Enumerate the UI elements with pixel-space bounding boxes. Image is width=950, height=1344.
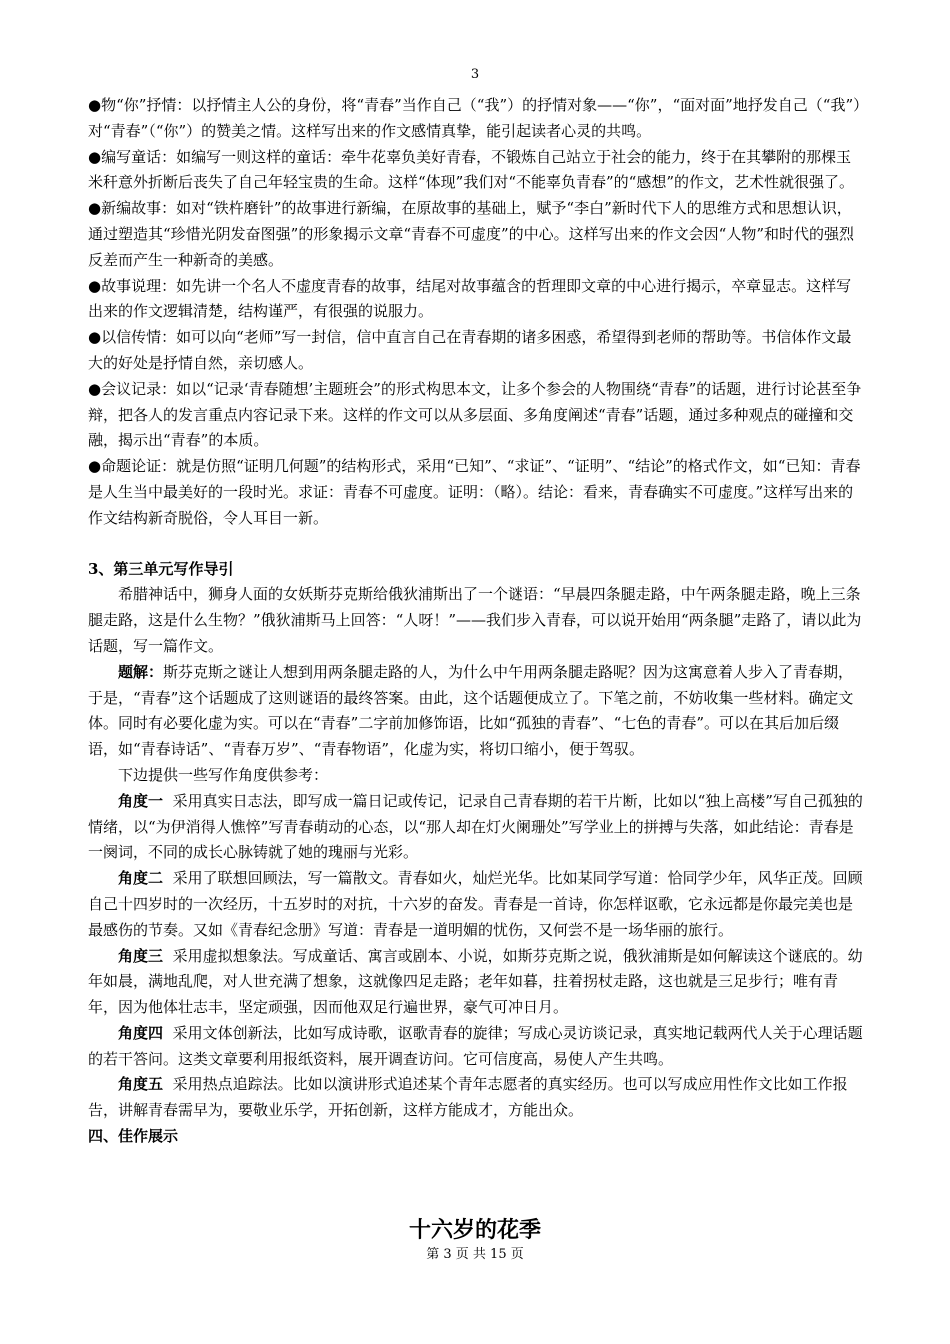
analysis-text: 斯芬克斯之谜让人想到用两条腿走路的人，为什么中午用两条腿走路呢？因为这寓意着人步入了青春期，于是，“青春”这个话题成了这则谜语的最终答案。由此，这个话题便成立了。下笔之前，不妨收集一些材料。确定文体。同时有必要化虚为实。可以在“青春”二字前加修饰语，比如“孤独的青春”、“七色的青春”。可以在其后加后缀语，如“青春诗话”、“青春万岁”、“青春物语”，化虚为实，将切口缩小，便于驾驭。 (88, 662, 854, 759)
bullet-item (88, 454, 866, 531)
bullet-text: 新编故事：如对“铁杵磨针”的故事进行新编，在原故事的基础上，赋予“李白”新时代下人的思维方式和思想认识，通过塑造其“珍惜光阴发奋图强”的形象揭示文章“青春不可虚度”的中心。这样写出来的作文会因“人物”和时代的强烈反差而产生一种新奇的美感。 (88, 199, 855, 269)
bullet-item (88, 145, 866, 197)
page-footer: 第 3 页 共 15 页 (426, 1247, 524, 1262)
analysis-paragraph (88, 660, 866, 763)
bullet-text: 命题论证：就是仿照“证明几何题”的结构形式，采用“已知”、“求证”、“证明”、“结论”的格式作文，如“已知：青春是人生当中最美好的一段时光。求证：青春不可虚度。证明：（略）。结论：看来，青春确实不可虚度。”这样写出来的作文结构新奇脱俗，令人耳目一新。 (88, 457, 861, 527)
page-number-top: 3 (470, 67, 480, 82)
bullet-dot: ● (88, 147, 102, 166)
analysis-label: 题解： (118, 662, 164, 681)
bullet-text: 物“你”抒情：以抒情主人公的身份，将“青春”当作自己（“我”）的抒情对象——“你”，“面对面”地抒发自己（“我”）对“青春”（“你”）的赞美之情。这样写出来的作文感情真挚，能引起读者心灵的共鸣。 (88, 96, 861, 140)
angle-paragraph (88, 1072, 866, 1124)
angle-label: 角度五 (118, 1075, 164, 1094)
section-heading: 四、佳作展示 (88, 1127, 179, 1146)
angle-text: 采用热点追踪法。比如以演讲形式追述某个青年志愿者的真实经历。也可以写成应用性作文比如工作报告，讲解青春需早为，要敬业乐学，开拓创新，这样方能成才，方能出众。 (88, 1075, 848, 1120)
angle-text: 采用了联想回顾法，写一篇散文。青春如火，灿烂光华。比如某同学写道：恰同学少年，风华正茂。回顾自己十四岁时的一次经历，十五岁时的对抗，十六岁的奋发。青春是一首诗，你怎样讴歌，它永远都是你最完美也是最感伤的节奏。又如《青春纪念册》写道：青春是一道明媚的忧伤，又何尝不是一场华丽的旅行。 (88, 869, 863, 939)
bullet-text: 以信传情：如可以向“老师”写一封信，信中直言自己在青春期的诸多困惑，希望得到老师的帮助等。书信体作文最大的好处是抒情自然，亲切感人。 (88, 328, 852, 372)
bullet-text: 故事说理：如先讲一个名人不虚度青春的故事，结尾对故事蕴含的哲理即文章的中心进行揭示，卒章显志。这样写出来的作文逻辑清楚，结构谨严，有很强的说服力。 (88, 276, 852, 321)
angles-intro: 下边提供一些写作角度供参考： (118, 765, 329, 784)
document-body (88, 93, 866, 1150)
bullet-dot: ● (88, 379, 102, 398)
bullet-dot: ● (88, 96, 102, 114)
bullet-item (88, 196, 866, 273)
angle-paragraph (88, 944, 866, 1021)
bullet-item (88, 377, 866, 454)
section-intro: 希腊神话中，狮身人面的女妖斯芬克斯给俄狄浦斯出了一个谜语：“早晨四条腿走路，中午两条腿走路，晚上三条腿走路，这是什么生物？”俄狄浦斯马上回答：“人呀！”——我们步入青春，可以说开始用“两条腿”走路了，请以此为话题，写一篇作文。 (88, 585, 862, 655)
bullet-text: 编写童话：如编写一则这样的童话：牵牛花辜负美好青春，不锻炼自己站立于社会的能力，终于在其攀附的那棵玉米秆意外折断后丧失了自己年轻宝贵的生命。这样“体现”我们对“不能辜负青春”的“感想”的作文，艺术性就很强了。 (88, 147, 855, 192)
bullet-dot: ● (88, 457, 102, 476)
angle-label: 角度三 (118, 946, 164, 965)
spacer (88, 532, 866, 557)
section-heading: 3、第三单元写作导引 (88, 559, 234, 578)
angle-text: 采用文体创新法，比如写成诗歌，讴歌青春的旋律；写成心灵访谈记录，真实地记载两代人关于心理话题的若干答问。这类文章要利用报纸资料，展开调查访问。它可信度高，易使人产生共鸣。 (88, 1023, 863, 1068)
bullet-text: 会议记录：如以“记录‘青春随想’主题班会”的形式构思本文，让多个参会的人物围绕“青春”的话题，进行讨论甚至争辩，把各人的发言重点内容记录下来。这样的作文可以从多层面、多角度阐述“青春”话题，通过多种观点的碰撞和交融，揭示出“青春”的本质。 (88, 379, 862, 450)
angle-paragraph (88, 1021, 866, 1073)
bullet-dot: ● (88, 199, 102, 218)
essay-title: 十六岁的花季 (408, 1217, 541, 1243)
angle-label: 角度二 (118, 869, 164, 888)
bullet-item (88, 93, 866, 145)
angle-label: 角度四 (118, 1023, 164, 1042)
angle-paragraph (88, 866, 866, 943)
bullet-dot: ● (88, 276, 102, 295)
angle-text: 采用真实日志法，即写成一篇日记或传记，记录自己青春期的若干片断，比如以“独上高楼”写自己孤独的情绪，以“为伊消得人憔悴”写青春萌动的心态，以“那人却在灯火阑珊处”写学业上的拼搏与失落，如此结论：青春是一阕词，不同的成长心脉铸就了她的瑰丽与光彩。 (88, 791, 863, 862)
bullet-dot: ● (88, 328, 102, 347)
angle-text: 采用虚拟想象法。写成童话、寓言或剧本、小说，如斯芬克斯之说，俄狄浦斯是如何解读这个谜底的。幼年如晨，满地乱爬，对人世充满了想象，这就像四足走路；老年如暮，拄着拐杖走路，这也就是三足步行；唯有青年，因为他体壮志丰，坚定顽强，因而他双足行遍世界，豪气可冲日月。 (88, 946, 863, 1017)
angle-label: 角度一 (118, 791, 164, 810)
bullet-item (88, 325, 866, 377)
angle-paragraph (88, 789, 866, 866)
bullet-item (88, 274, 866, 326)
